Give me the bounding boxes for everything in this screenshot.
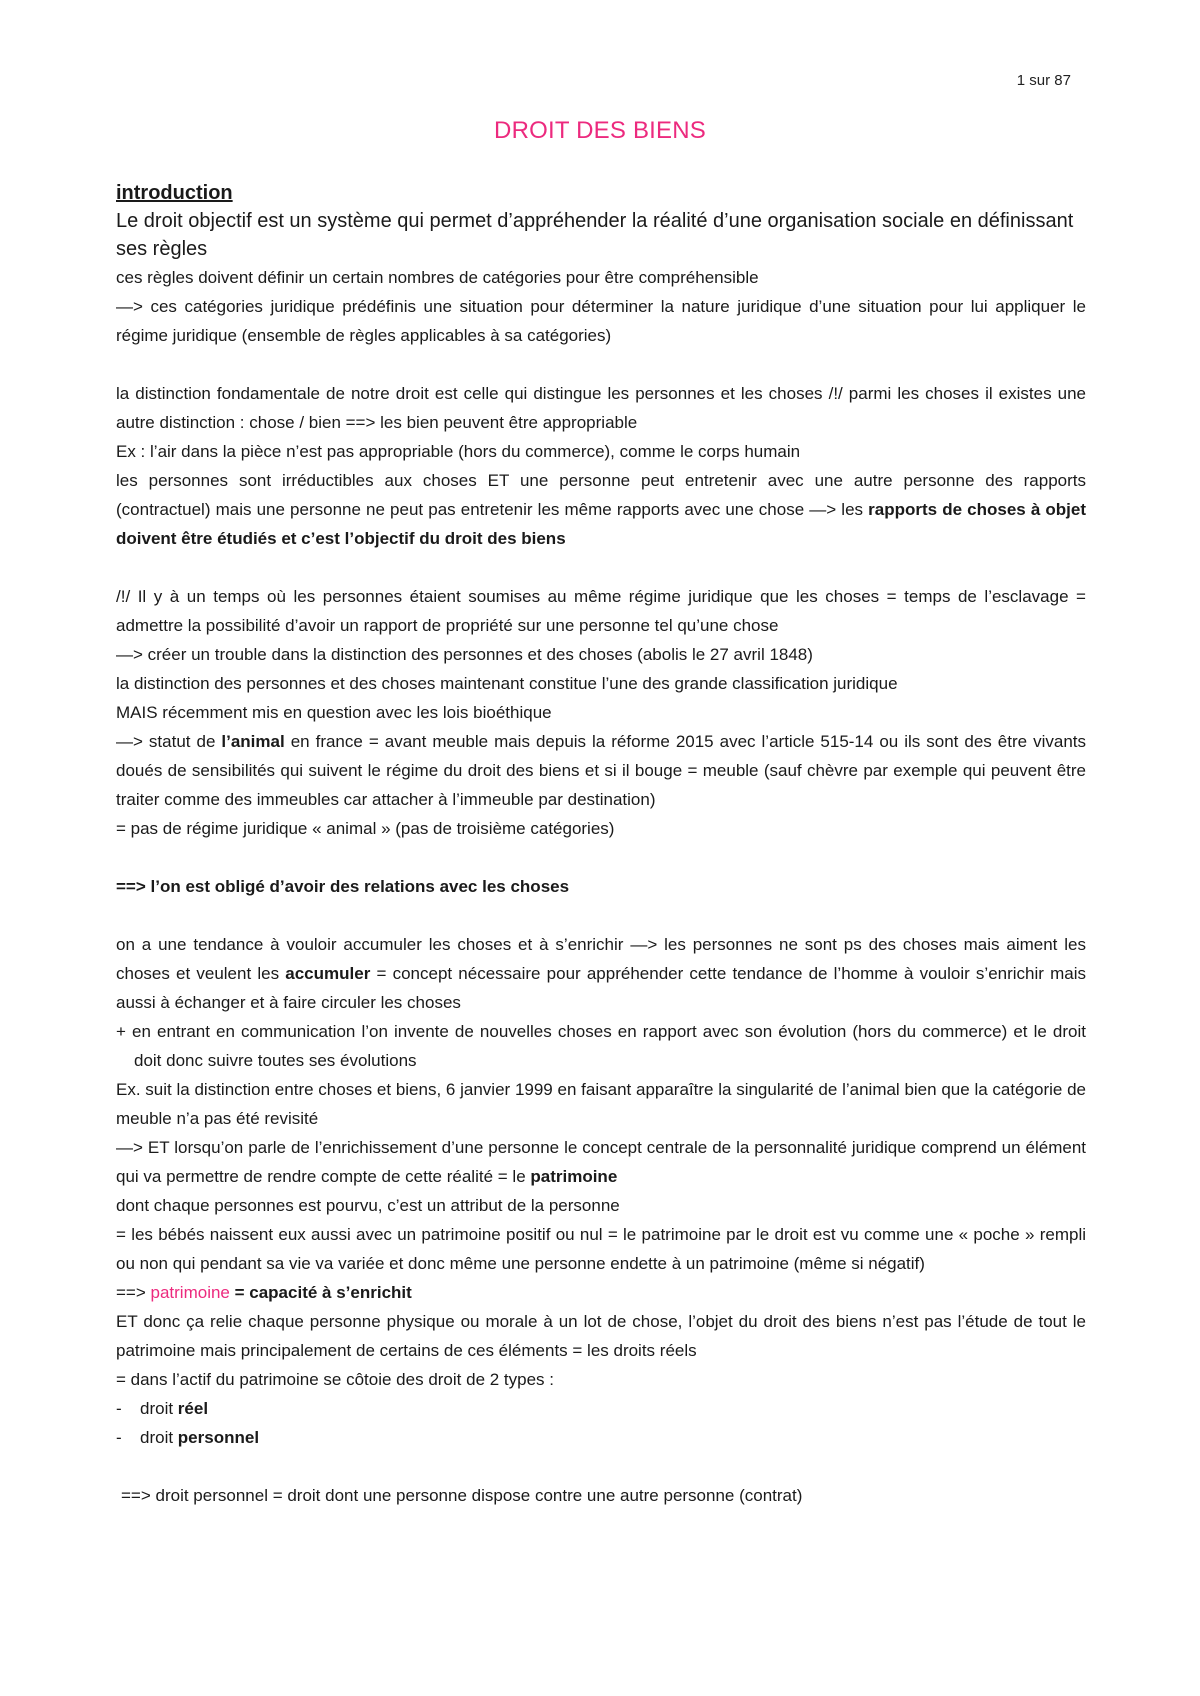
paragraph-line: ET donc ça relie chaque personne physique ou morale à un lot de chose, l’objet du droit des biens n’est pas l’étude de tout le patrimoine mais principalement de certains de ces éléments = les droits réels (116, 1312, 1086, 1360)
paragraph-line: /!/ Il y à un temps où les personnes étaient soumises au même régime juridique que les choses = temps de l’esclavage = admettre la possibilité d’avoir un rapport de propriété sur une personne tel qu’une chose (116, 587, 1086, 635)
document-title: DROIT DES BIENS (494, 117, 706, 144)
conclusion-line (116, 872, 1086, 901)
bold-emphasis: réel (177, 1399, 209, 1418)
spacer (116, 843, 1086, 872)
paragraph-line: = pas de régime juridique « animal » (pas de troisième catégories) (116, 819, 615, 838)
paragraph-line (116, 930, 1086, 1017)
paragraph-line: = dans l’actif du patrimoine se côtoie des droit de 2 types : (116, 1370, 554, 1389)
text-span: —> statut de (116, 732, 222, 751)
text-span: en france = avant meuble mais depuis la réforme 2015 avec l’article 515-14 ou ils sont des être vivants doués de sensibilités qui suivent le régime du droit des biens et si il bouge = meuble (sauf chèvre par exemple qui peuvent être traiter comme des immeubles car attacher à l’immeuble par destination) (116, 732, 1086, 809)
bold-emphasis: accumuler (285, 964, 371, 983)
bold-emphasis: ==> l’on est obligé d’avoir des relations avec les choses (116, 877, 570, 896)
document-body (116, 179, 1086, 1510)
spacer (116, 1452, 1086, 1481)
paragraph-line: MAIS récemment mis en question avec les lois bioéthique (116, 703, 552, 722)
paragraph-line (116, 466, 1086, 553)
final-line: ==> droit personnel = droit dont une personne dispose contre une autre personne (contrat) (121, 1486, 803, 1505)
text-span: ==> (116, 1283, 151, 1302)
section-heading-introduction: introduction (116, 182, 233, 204)
page-counter: 1 sur 87 (1016, 72, 1071, 89)
text-span: —> ET lorsqu’on parle de l’enrichissement d’une personne le concept centrale de la personnalité juridique comprend un élément qui va permettre de rendre compte de cette réalité = le (116, 1138, 1086, 1186)
paragraph-line: ces règles doivent définir un certain nombres de catégories pour être compréhensible (116, 268, 759, 287)
bold-emphasis: patrimoine (530, 1167, 618, 1186)
paragraph-line: la distinction des personnes et des choses maintenant constitue l’une des grande classification juridique (116, 674, 898, 693)
paragraph-line: —> créer un trouble dans la distinction des personnes et des choses (abolis le 27 avril 1848) (116, 645, 813, 664)
list-item (116, 1394, 1086, 1423)
paragraph-line: dont chaque personnes est pourvu, c’est un attribut de la personne (116, 1196, 620, 1215)
text-span: = concept nécessaire pour appréhender cette tendance de l’homme à vouloir s’enrichir mais aussi à échanger et à faire circuler les choses (116, 964, 1087, 1012)
paragraph-line: la distinction fondamentale de notre droit est celle qui distingue les personnes et les choses /!/ parmi les choses il existes une autre distinction : chose / bien ==> les bien peuvent être appropriable (116, 384, 1086, 432)
spacer (116, 350, 1086, 379)
paragraph-line (116, 437, 1086, 466)
paragraph-line: = les bébés naissent eux aussi avec un patrimoine positif ou nul = le patrimoine par le droit est vu comme une « poche » rempli ou non qui pendant sa vie va variée et donc même une personne endette à un patrimoine (même si négatif) (116, 1225, 1086, 1273)
example-prefix: Ex : (116, 442, 151, 461)
spacer (116, 553, 1086, 582)
text-span: droit (140, 1399, 178, 1418)
bold-emphasis: personnel (177, 1428, 260, 1447)
bold-emphasis: rapports de choses à objet doivent être étudiés et c’est l’objectif du droit des biens (116, 500, 1086, 548)
example-text: l’air dans la pièce n’est pas appropriable (hors du commerce), comme le corps humain (150, 442, 801, 461)
intro-paragraph: Le droit objectif est un système qui permet d’appréhender la réalité d’une organisation sociale en définissant ses règles (116, 210, 1074, 260)
paragraph-line: Ex. suit la distinction entre choses et biens, 6 janvier 1999 en faisant apparaître la singularité de l’animal bien que la catégorie de meuble n’a pas été revisité (116, 1080, 1086, 1128)
paragraph-line (116, 727, 1086, 814)
plus-list-item: + en entrant en communication l’on invente de nouvelles choses en rapport avec son évolution (hors du commerce) et le droit doit donc suivre toutes ses évolutions (116, 1022, 1086, 1070)
bold-emphasis: l’animal (221, 732, 285, 751)
text-span: droit (140, 1428, 178, 1447)
paragraph-line: —> ces catégories juridique prédéfinis une situation pour déterminer la nature juridique d’une situation pour lui appliquer le régime juridique (ensemble de règles applicables à sa catégories) (116, 297, 1086, 345)
text-span: les personnes sont irréductibles aux choses ET une personne peut entretenir avec une autre personne des rapports (contractuel) mais une personne ne peut pas entretenir les même rapports avec une chose —> les (116, 471, 1086, 519)
list-item (116, 1423, 1086, 1452)
paragraph-line (116, 1278, 1086, 1307)
spacer (116, 901, 1086, 930)
text-span: on a une tendance à vouloir accumuler les choses et à s’enrichir —> les personnes ne sont ps des choses mais aiment les choses et veulent les (116, 935, 1086, 983)
bold-emphasis: = capacité à s’enrichit (229, 1283, 412, 1302)
paragraph-line (116, 1133, 1086, 1191)
highlight-patrimoine: patrimoine (150, 1283, 230, 1302)
